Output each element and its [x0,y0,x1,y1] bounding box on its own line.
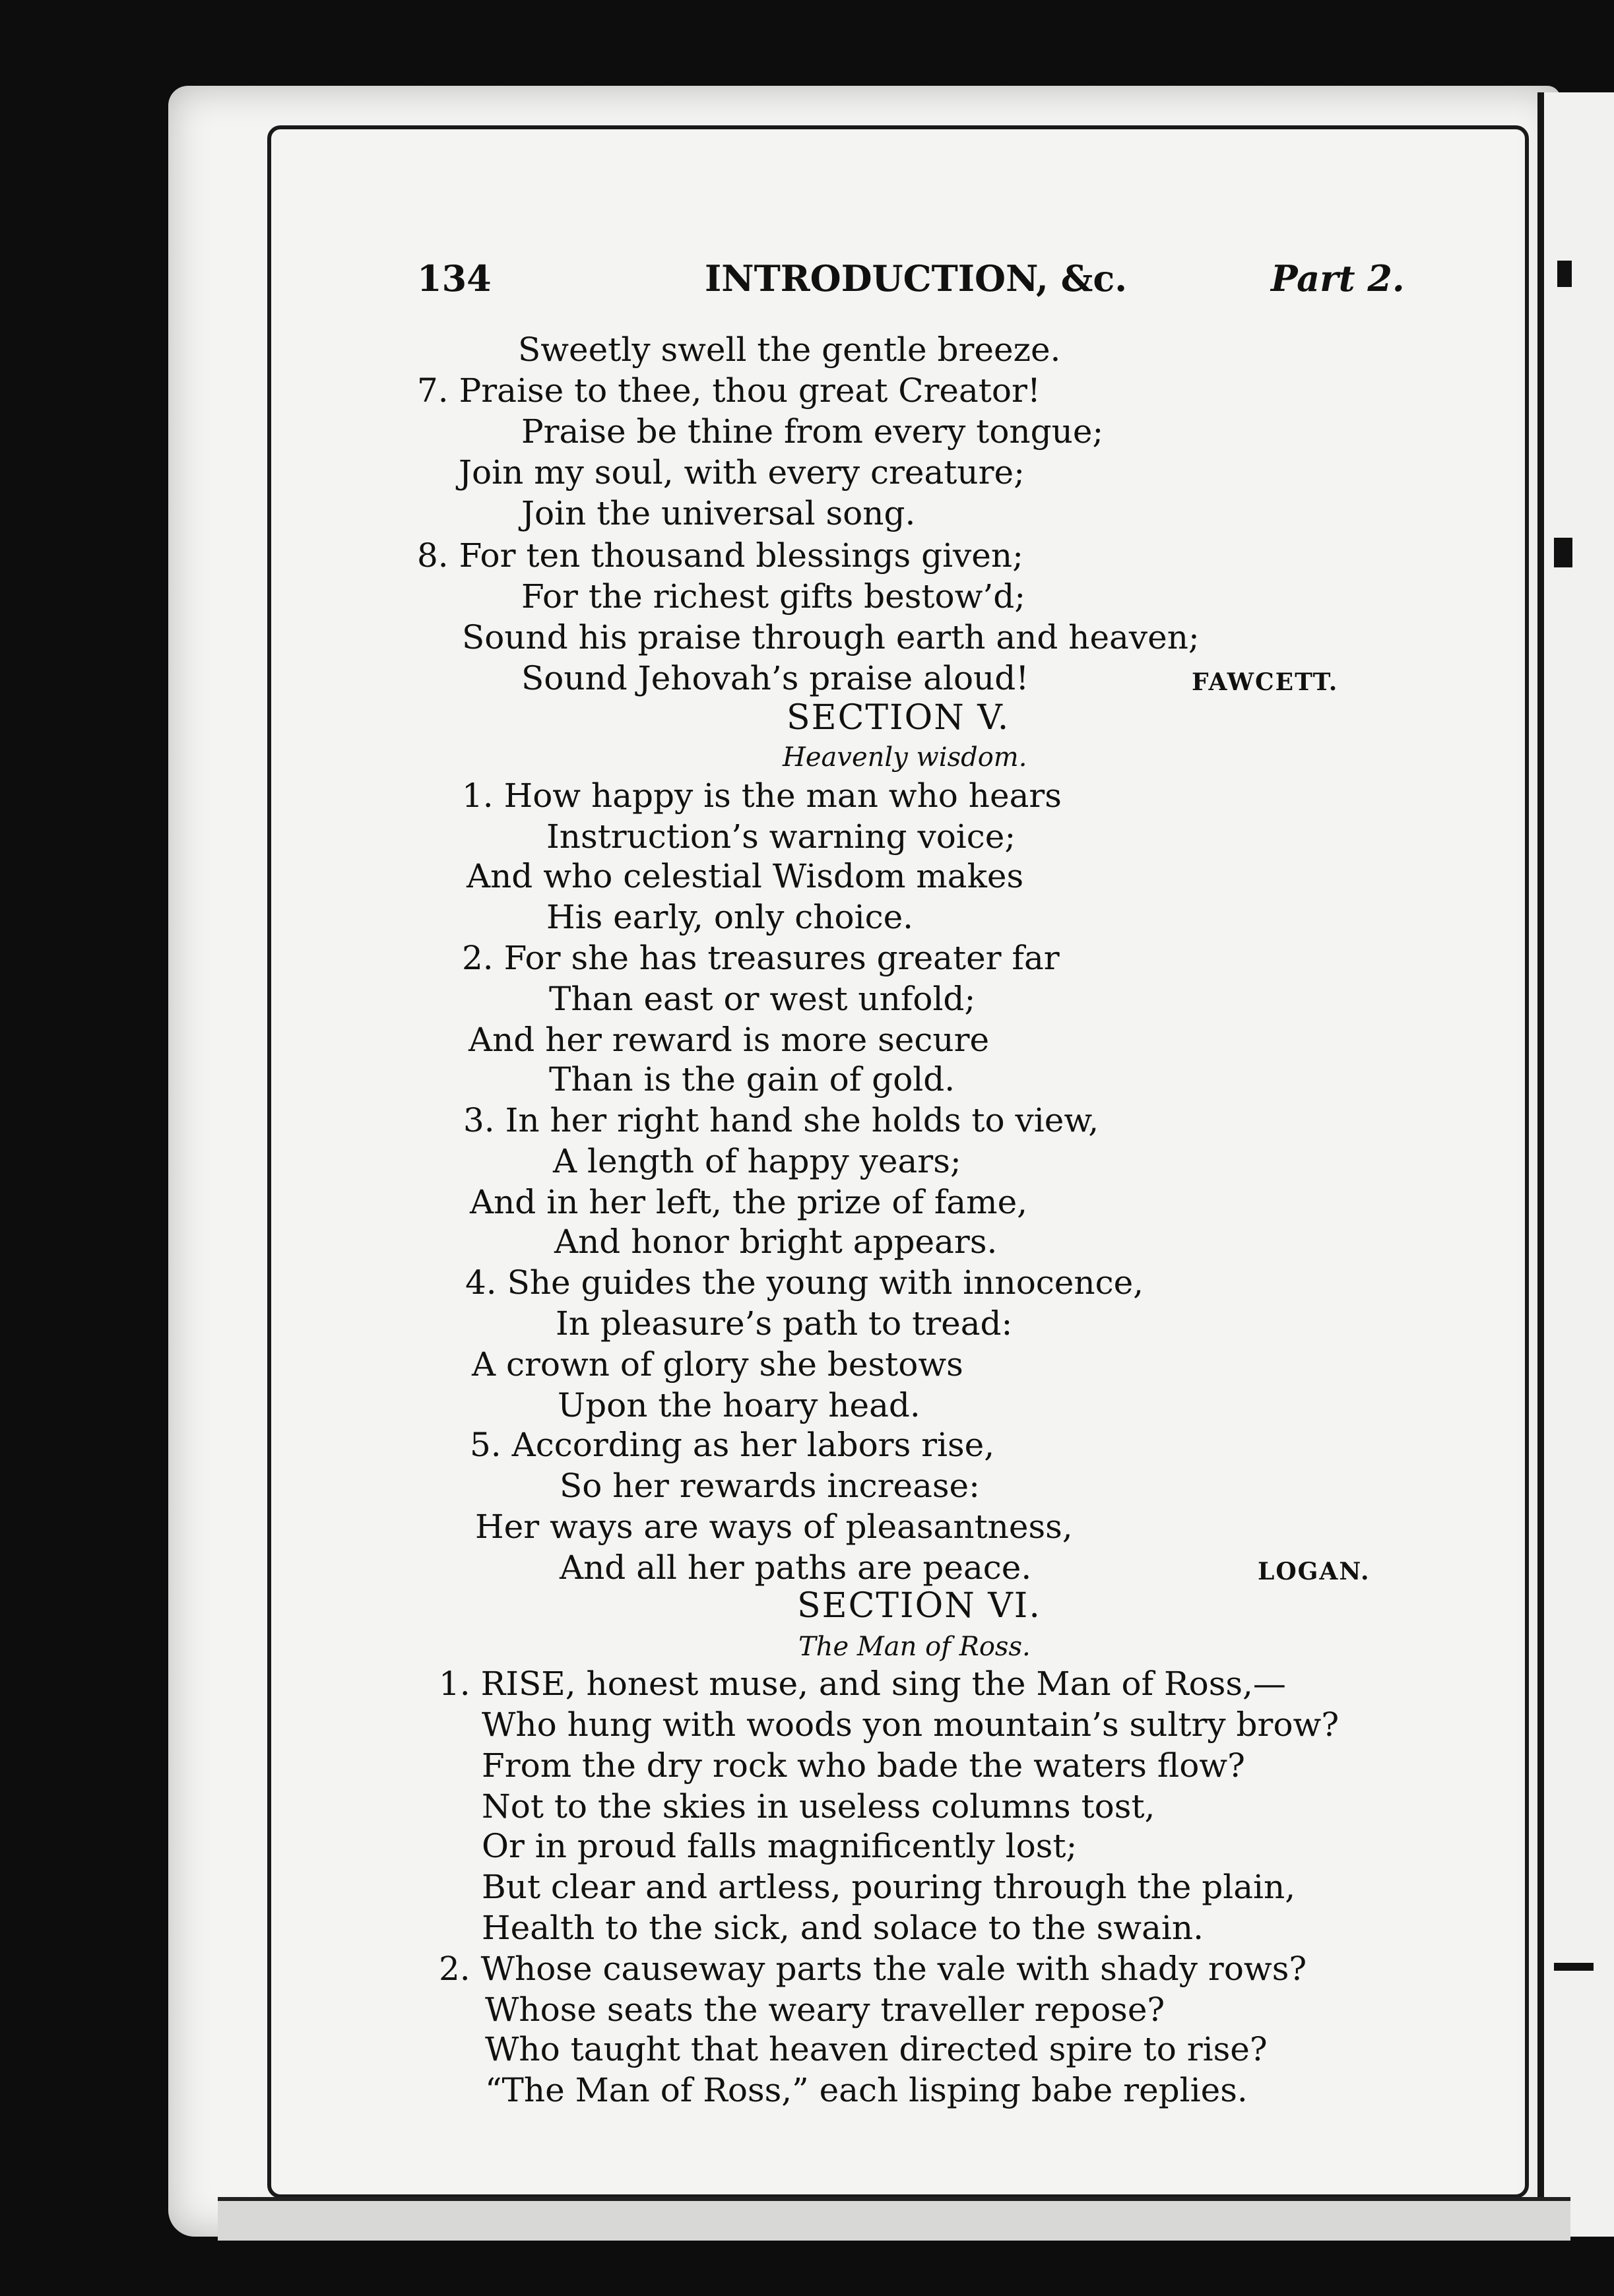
margin-mark [1554,538,1572,567]
verse-line: 4. She guides the young with innocence, [465,1263,1144,1302]
verse-line: Sweetly swell the gentle breeze. [518,331,1061,369]
verse-line: Sound his praise through earth and heaven; [462,618,1200,656]
verse-line: 5. According as her labors rise, [470,1426,995,1464]
verse-line: Not to the skies in useless columns tost, [482,1787,1155,1826]
verse-line: Upon the hoary head. [558,1386,920,1424]
verse-line: 2. Whose causeway parts the vale with shady rows? [439,1950,1307,1988]
verse-line: And who celestial Wisdom makes [467,857,1024,895]
verse-line: His early, only choice. [546,898,914,936]
section-heading: SECTION V. [787,698,1010,738]
verse-line: 1. RISE, honest muse, and sing the Man of Ross,— [439,1665,1286,1703]
verse-line: Or in proud falls magnificently lost; [482,1827,1078,1865]
verse-line: But clear and artless, pouring through the plain, [482,1868,1296,1906]
verse-line: “The Man of Ross,” each lisping babe replies. [485,2071,1248,2109]
verse-line: 2. For she has treasures greater far [462,939,1060,977]
verse-line: So her rewards increase: [560,1467,980,1505]
verse-line: 3. In her right hand she holds to view, [463,1101,1099,1139]
verse-line: Than east or west unfold; [549,980,976,1018]
page-bottom-edge [218,2197,1570,2241]
verse-line: And her reward is more secure [468,1021,990,1059]
verse-line: Than is the gain of gold. [549,1060,955,1099]
running-title: INTRODUCTION, &c. [705,257,1128,300]
verse-line: Who hung with woods yon mountain’s sultry brow? [482,1706,1340,1744]
verse-line: Whose seats the weary traveller repose? [485,1991,1165,2029]
verse-line: And all her paths are peace. [560,1548,1032,1587]
verse-line: Praise be thine from every tongue; [521,412,1104,451]
verse-line: In pleasure’s path to tread: [556,1304,1013,1343]
section-heading: SECTION VI. [797,1586,1041,1626]
verse-line: Her ways are ways of pleasantness, [475,1508,1073,1546]
page-number: 134 [417,257,492,300]
verse-line: 7. Praise to thee, thou great Creator! [417,371,1041,410]
verse-line: 8. For ten thousand blessings given; [417,536,1023,575]
verse-line: Sound Jehovah’s praise aloud! [521,659,1029,697]
author-attribution: FAWCETT. [1192,668,1339,696]
author-attribution: LOGAN. [1258,1558,1371,1585]
verse-line: Health to the sick, and solace to the swain. [482,1909,1204,1947]
verse-line: 1. How happy is the man who hears [462,777,1062,815]
margin-mark [1557,261,1572,287]
verse-line: And honor bright appears. [554,1223,998,1261]
part-label: Part 2. [1271,257,1405,300]
verse-line: And in her left, the prize of fame, [470,1183,1028,1221]
verse-line: A crown of glory she bestows [472,1345,963,1384]
verse-line: From the dry rock who bade the waters flow? [482,1746,1245,1785]
facing-page-edge [1537,92,1614,2237]
verse-line: Who taught that heaven directed spire to rise? [485,2030,1268,2068]
margin-mark [1554,1963,1594,1971]
verse-line: Join the universal song. [521,494,916,532]
section-subtitle: Heavenly wisdom. [783,742,1027,773]
verse-line: Instruction’s warning voice; [546,817,1016,856]
verse-line: Join my soul, with every creature; [459,453,1025,492]
verse-line: For the richest gifts bestow’d; [521,577,1026,616]
section-subtitle: The Man of Ross. [798,1632,1031,1662]
verse-line: A length of happy years; [553,1142,961,1180]
